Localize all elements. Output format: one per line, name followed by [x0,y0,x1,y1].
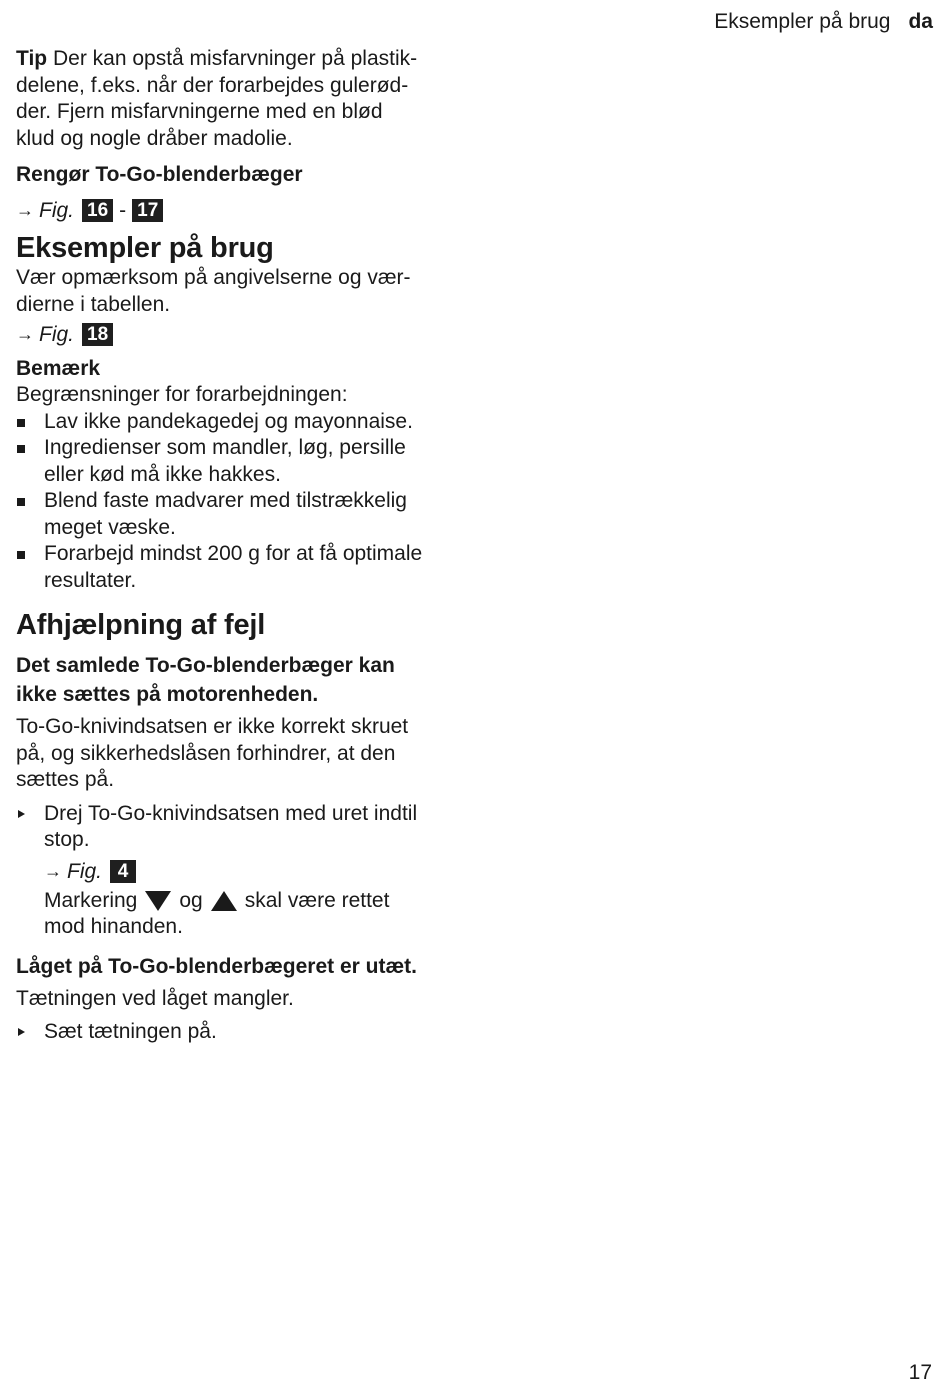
fig-label: Fig. [39,199,75,222]
clean-fig-ref [16,197,471,224]
triangle-down-icon [145,891,171,911]
page-number: 17 [908,1361,932,1384]
examples-text-line: Vær opmærksom på angivelserne og vær- [16,266,411,289]
fig-label: Fig. [67,859,103,883]
fig-badge-4: 4 [110,860,136,883]
note-heading: Bemærk [16,357,101,380]
fig-badge-17: 17 [132,199,163,222]
triangle-up-icon [211,891,237,911]
fig-badge-16: 16 [82,199,113,222]
square-bullet-icon [17,498,25,506]
step-arrow-icon [18,810,25,818]
note-intro: Begrænsninger for forarbejdningen: [16,383,348,406]
list-item: Lav ikke pandekagedej og mayonnaise. [16,409,471,436]
tip-line: Der kan opstå misfarvninger på plastik- [52,47,418,70]
tip-block [16,46,471,152]
problem1-fig-ref [16,858,471,885]
problem1-heading: Det samlede To-Go-blenderbæger kan ikke sættes på motorenheden. [16,654,395,706]
examples-fig-ref [16,321,471,348]
problem2-step: Sæt tætningen på. [16,1019,471,1046]
problem2-heading: Låget på To-Go-blenderbægeret er utæt. [16,954,417,978]
problem2-cause: Tætningen ved låget mangler. [16,986,294,1010]
list-item: Blend faste madvarer med tilstrækkelig meget væske. [16,488,471,541]
list-item: Ingredienser som mandler, løg, persille eller kød må ikke hakkes. [16,435,471,488]
main-column [16,46,471,1046]
step-arrow-icon [18,1028,25,1036]
list-item: Forarbejd mindst 200 g for at få optimale resultater. [16,541,471,594]
arrow-right-icon: → [16,200,34,220]
examples-text-line: dierne i tabellen. [16,292,171,316]
problem1-cause: To-Go-knivindsatsen er ikke korrekt skruet på, og sikkerhedslåsen forhindrer, at den sættes på. [16,715,409,791]
troubleshooting-heading: Afhjælpning af fejl [16,609,266,641]
square-bullet-icon [17,419,25,427]
header-section-title: Eksempler på brug [714,10,891,33]
tip-line: delene, f.eks. når der forarbejdes gulerød- [16,73,409,97]
square-bullet-icon [17,445,25,453]
clean-heading: Rengør To-Go-blenderbæger [16,163,303,186]
arrow-right-icon: → [16,324,34,344]
problem1-step: Drej To-Go-knivindsatsen med uret indtil stop. [16,801,471,854]
page-header [714,8,933,36]
fig-label: Fig. [39,323,75,346]
marking-text: Markering og skal være rettet mod hinanden. [44,888,390,938]
fig-dash: - [119,199,127,222]
tip-line: der. Fjern misfarvningerne med en blød [16,100,383,123]
tip-label: Tip [16,47,48,70]
fig-badge-18: 18 [82,323,113,346]
tip-line: klud og nogle dråber madolie. [16,126,293,150]
arrow-right-icon: → [44,860,62,881]
square-bullet-icon [17,551,25,559]
header-language: da [908,10,933,33]
examples-heading: Eksempler på brug [16,232,274,264]
restriction-list [16,409,471,595]
